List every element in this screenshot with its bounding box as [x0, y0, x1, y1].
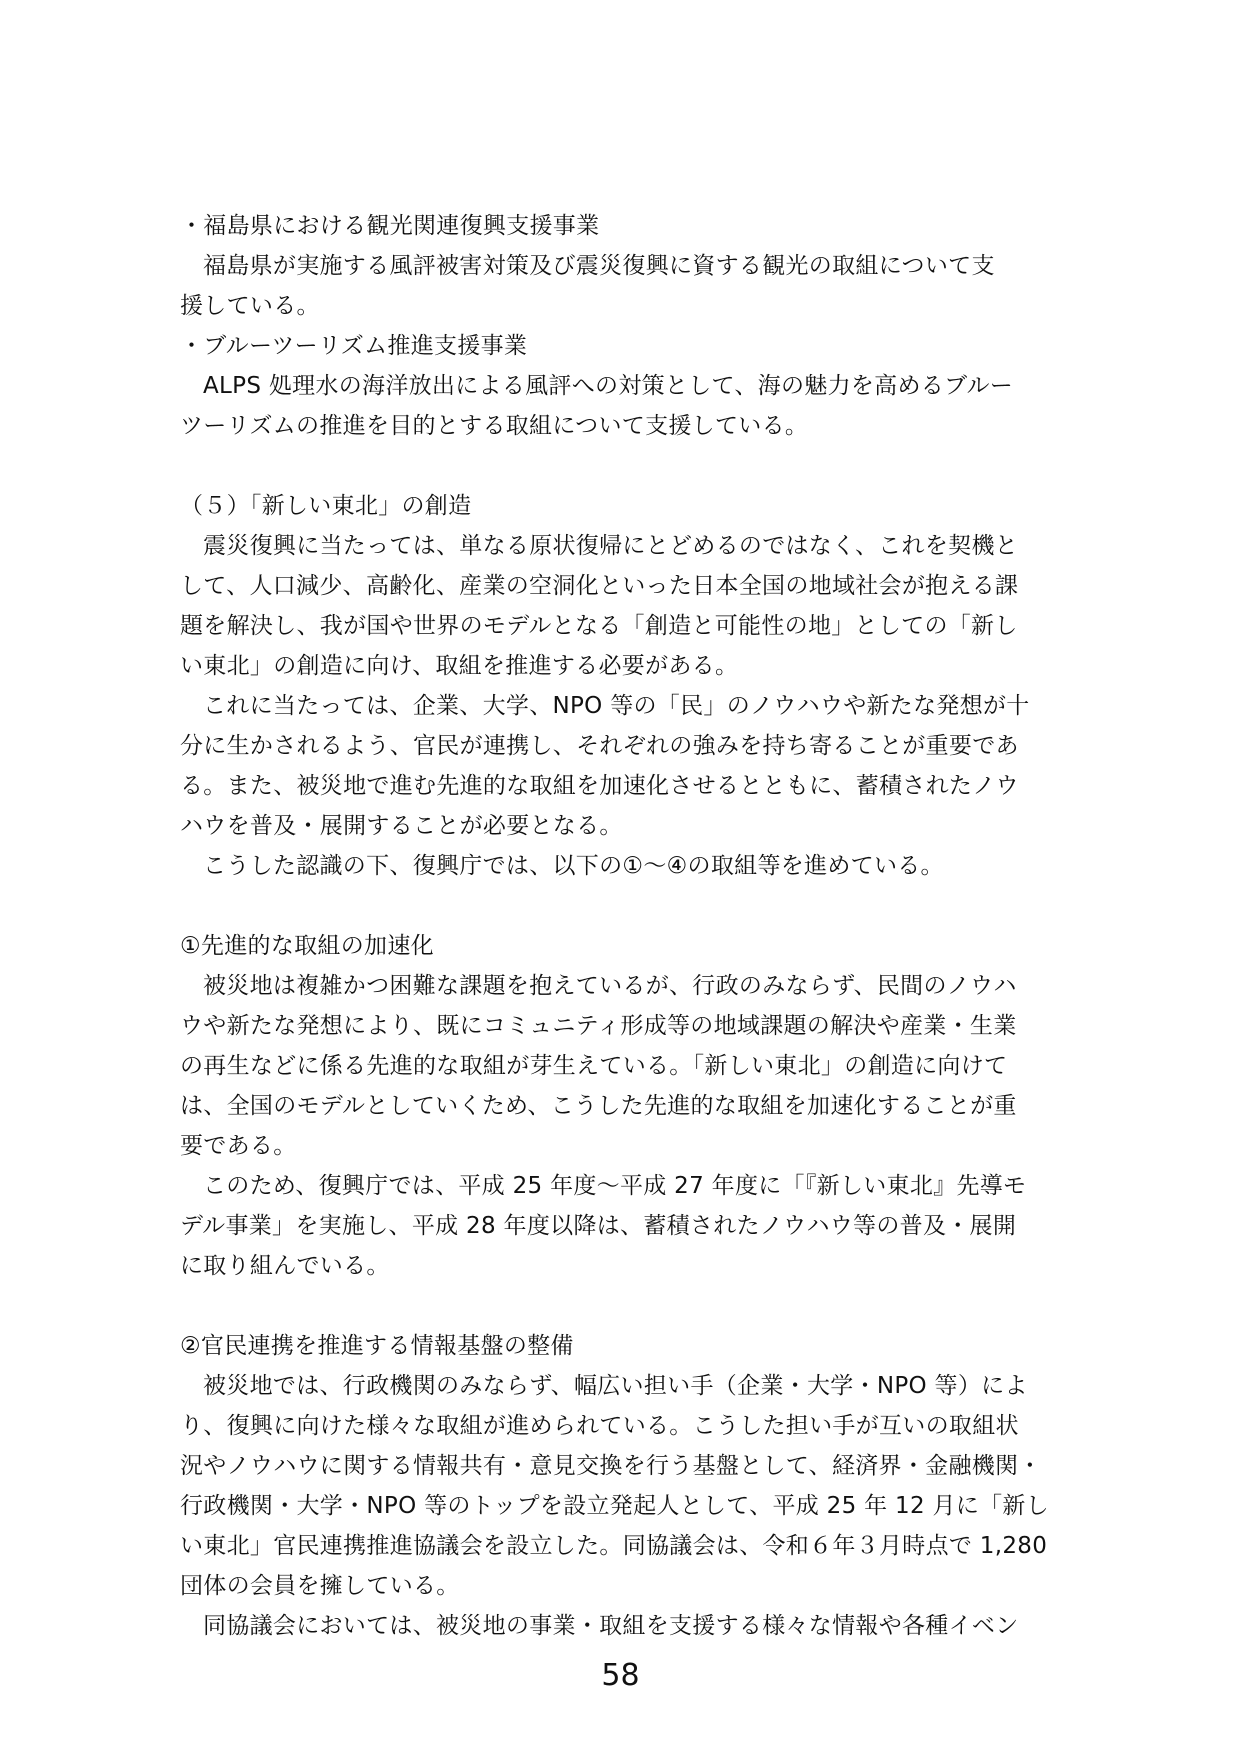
text-line: 被災地では、行政機関のみならず、幅広い担い手（企業・大学・NPO 等）によ	[203, 1373, 1028, 1399]
text-line: 援している。	[180, 293, 320, 319]
page-number: 58	[601, 1658, 640, 1693]
text-line: 同協議会においては、被災地の事業・取組を支援する様々な情報や各種イベン	[203, 1613, 1019, 1639]
text-line: 団体の会員を擁している。	[180, 1573, 460, 1599]
paragraph-gap	[180, 886, 1070, 926]
text-line: こうした認識の下、復興庁では、以下の①～④の取組等を進めている。	[203, 853, 944, 879]
text-line: ウや新たな発想により、既にコミュニティ形成等の地域課題の解決や産業・生業	[180, 1013, 1017, 1039]
text-line: 題を解決し、我が国や世界のモデルとなる「創造と可能性の地」としての「新し	[180, 613, 1018, 639]
text-line: い東北」の創造に向け、取組を推進する必要がある。	[180, 653, 739, 679]
text-line: ②官民連携を推進する情報基盤の整備	[180, 1333, 574, 1359]
text-line: り、復興に向けた様々な取組が進められている。こうした担い手が互いの取組状	[180, 1413, 1019, 1439]
body-text	[180, 206, 1070, 1646]
text-line: の再生などに係る先進的な取組が芽生えている。「新しい東北」の創造に向けて	[180, 1053, 1008, 1079]
text-line: 行政機関・大学・NPO 等のトップを設立発起人として、平成 25 年 12 月に「新し	[180, 1493, 1050, 1519]
text-line: 被災地は複雑かつ困難な課題を抱えているが、行政のみならず、民間のノウハ	[203, 973, 1017, 999]
text-line: 況やノウハウに関する情報共有・意見交換を行う基盤として、経済界・金融機関・	[180, 1453, 1042, 1479]
paragraph-gap	[180, 446, 1070, 486]
text-line: い東北」官民連携推進協議会を設立した。同協議会は、令和６年３月時点で 1,280	[180, 1533, 1048, 1559]
text-line: ハウを普及・展開することが必要となる。	[180, 813, 623, 839]
text-line: ・福島県における観光関連復興支援事業	[180, 213, 600, 239]
text-line: デル事業」を実施し、平成 28 年度以降は、蓄積されたノウハウ等の普及・展開	[180, 1213, 1017, 1239]
text-line: 震災復興に当たっては、単なる原状復帰にとどめるのではなく、これを契機と	[203, 533, 1019, 559]
text-line: （５）「新しい東北」の創造	[180, 493, 472, 519]
text-line: ALPS 処理水の海洋放出による風評への対策として、海の魅力を高めるブルー	[203, 373, 1014, 399]
text-line: これに当たっては、企業、大学、NPO 等の「民」のノウハウや新たな発想が十	[203, 693, 1030, 719]
text-line: は、全国のモデルとしていくため、こうした先進的な取組を加速化することが重	[180, 1093, 1017, 1119]
text-line: 福島県が実施する風評被害対策及び震災復興に資する観光の取組について支	[203, 253, 995, 279]
text-line: して、人口減少、高齢化、産業の空洞化といった日本全国の地域社会が抱える課	[180, 573, 1019, 599]
paragraph-gap	[180, 1286, 1070, 1326]
text-line: ・ブルーツーリズム推進支援事業	[180, 333, 528, 359]
text-line: ①先進的な取組の加速化	[180, 933, 434, 959]
text-line: に取り組んでいる。	[180, 1253, 390, 1279]
text-line: 要である。	[180, 1133, 297, 1159]
text-line: このため、復興庁では、平成 25 年度～平成 27 年度に「『新しい東北』先導モ	[203, 1173, 1027, 1199]
text-line: ツーリズムの推進を目的とする取組について支援している。	[180, 413, 809, 439]
text-line: る。また、被災地で進む先進的な取組を加速化させるとともに、蓄積されたノウ	[180, 773, 1019, 799]
text-line: 分に生かされるよう、官民が連携し、それぞれの強みを持ち寄ることが重要であ	[180, 733, 1019, 759]
